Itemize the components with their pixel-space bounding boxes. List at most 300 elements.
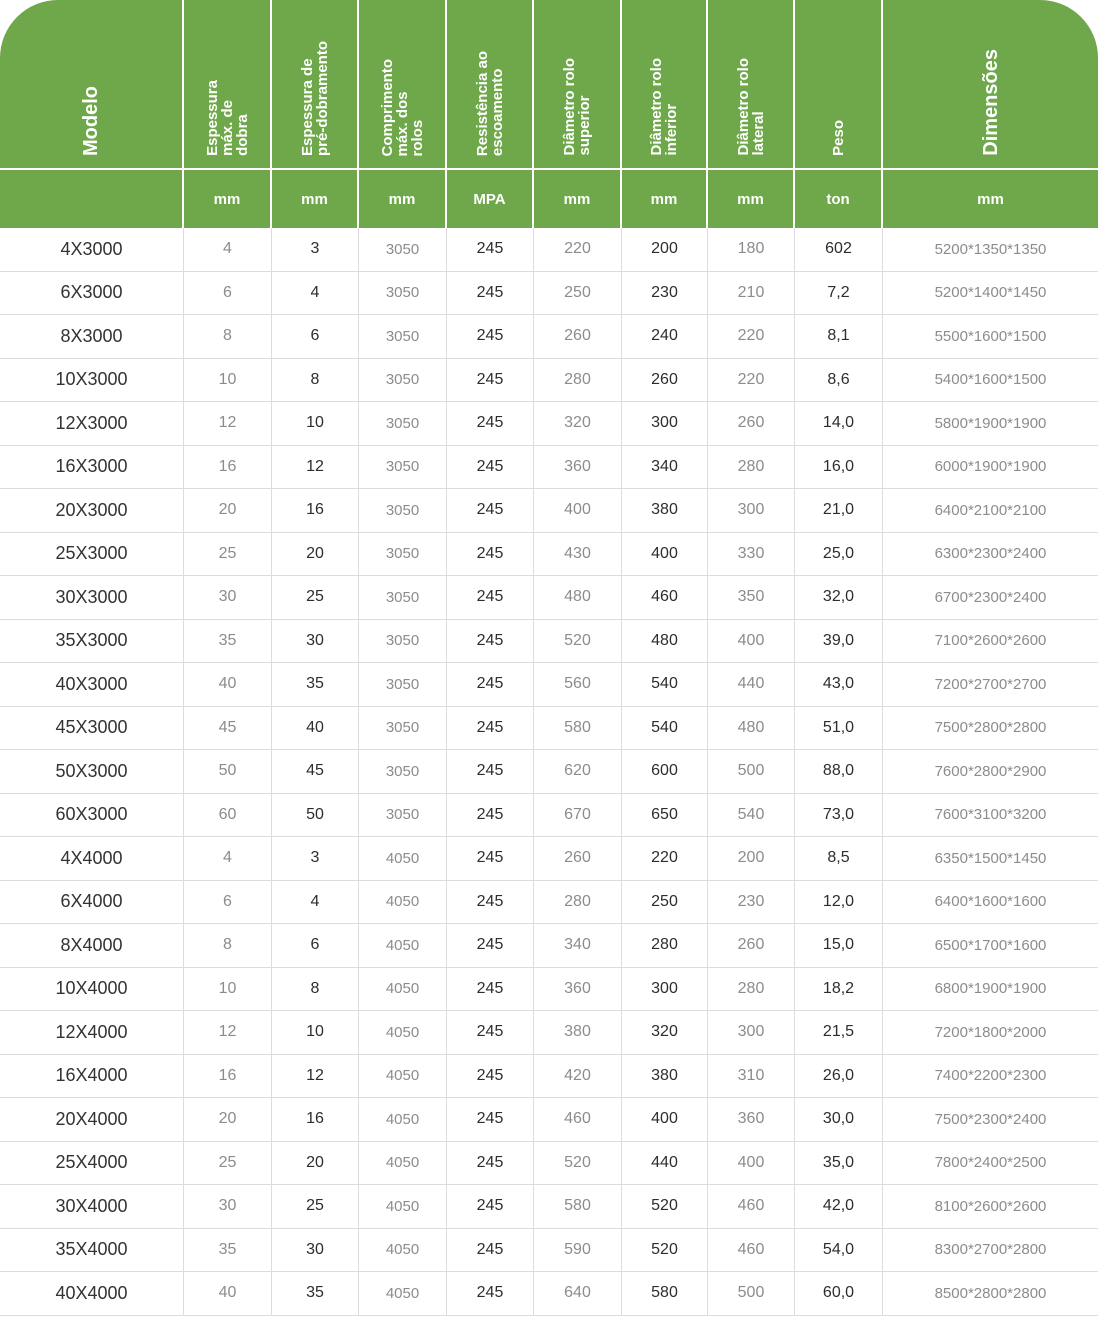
table-cell: 4050 (359, 1098, 447, 1142)
table-cell: 4050 (359, 1229, 447, 1273)
table-cell: 35 (272, 663, 359, 707)
table-cell: 400 (534, 489, 622, 533)
table-cell: 30 (184, 576, 272, 620)
column-header-label: Espessura de pré-dobramento (298, 40, 331, 156)
model-cell: 20X3000 (0, 489, 184, 533)
table-cell: 21,0 (795, 489, 883, 533)
table-cell: 5800*1900*1900 (883, 402, 1098, 446)
column-header (622, 0, 708, 168)
table-cell: 245 (447, 663, 534, 707)
table-cell: 3050 (359, 794, 447, 838)
model-cell: 16X4000 (0, 1055, 184, 1099)
table-cell: 14,0 (795, 402, 883, 446)
table-cell: 400 (708, 620, 795, 664)
column-header-label: Comprimento máx. dos rolos (378, 58, 426, 156)
column-header-label: Diâmetro rolo inferior (648, 58, 680, 156)
table-cell: 5400*1600*1500 (883, 359, 1098, 403)
column-header-label: Diâmetro rolo lateral (734, 58, 767, 156)
table-cell: 20 (272, 533, 359, 577)
column-header-label: Modelo (80, 86, 102, 156)
table-cell: 245 (447, 1185, 534, 1229)
table-cell: 245 (447, 620, 534, 664)
table-cell: 245 (447, 228, 534, 272)
table-row (0, 620, 1098, 664)
table-cell: 45 (272, 750, 359, 794)
table-cell: 480 (622, 620, 708, 664)
table-cell: 520 (534, 620, 622, 664)
table-cell: 245 (447, 794, 534, 838)
table-cell: 4050 (359, 968, 447, 1012)
table-cell: 30 (184, 1185, 272, 1229)
table-cell: 10 (184, 359, 272, 403)
model-cell: 6X3000 (0, 272, 184, 316)
table-cell: 3 (272, 228, 359, 272)
table-cell: 245 (447, 533, 534, 577)
table-cell: 360 (534, 968, 622, 1012)
column-header (708, 0, 795, 168)
table-cell: 280 (622, 924, 708, 968)
table-cell: 35,0 (795, 1142, 883, 1186)
table-cell: 4 (272, 881, 359, 925)
model-cell: 10X4000 (0, 968, 184, 1012)
table-cell: 6700*2300*2400 (883, 576, 1098, 620)
table-row (0, 359, 1098, 403)
table-cell: 320 (534, 402, 622, 446)
table-cell: 25 (184, 1142, 272, 1186)
table-cell: 6 (272, 924, 359, 968)
table-cell: 15,0 (795, 924, 883, 968)
table-row (0, 1142, 1098, 1186)
table-cell: 43,0 (795, 663, 883, 707)
table-row (0, 228, 1098, 272)
table-cell: 88,0 (795, 750, 883, 794)
table-cell: 200 (708, 837, 795, 881)
column-unit: mm (184, 168, 272, 228)
model-cell: 50X3000 (0, 750, 184, 794)
table-cell: 40 (184, 1272, 272, 1316)
table-cell: 5200*1350*1350 (883, 228, 1098, 272)
table-cell: 8 (272, 968, 359, 1012)
table-cell: 60 (184, 794, 272, 838)
table-cell: 640 (534, 1272, 622, 1316)
table-cell: 8100*2600*2600 (883, 1185, 1098, 1229)
table-cell: 25 (184, 533, 272, 577)
table-cell: 245 (447, 750, 534, 794)
table-cell: 380 (622, 489, 708, 533)
table-cell: 245 (447, 707, 534, 751)
column-header (359, 0, 447, 168)
table-cell: 460 (708, 1229, 795, 1273)
table-cell: 400 (622, 533, 708, 577)
table-cell: 540 (622, 663, 708, 707)
column-header-label: Espessura máx. de dobra (203, 80, 251, 156)
table-cell: 4050 (359, 1185, 447, 1229)
table-cell: 25 (272, 1185, 359, 1229)
table-cell: 4 (184, 228, 272, 272)
column-unit: mm (534, 168, 622, 228)
table-cell: 20 (184, 489, 272, 533)
table-cell: 480 (708, 707, 795, 751)
table-cell: 3050 (359, 576, 447, 620)
table-row (0, 315, 1098, 359)
table-cell: 8 (272, 359, 359, 403)
table-cell: 220 (708, 359, 795, 403)
table-cell: 4050 (359, 881, 447, 925)
table-cell: 220 (622, 837, 708, 881)
table-cell: 245 (447, 402, 534, 446)
table-cell: 3050 (359, 228, 447, 272)
table-cell: 3050 (359, 402, 447, 446)
column-unit: mm (272, 168, 359, 228)
table-cell: 300 (622, 968, 708, 1012)
model-cell: 30X4000 (0, 1185, 184, 1229)
table-cell: 42,0 (795, 1185, 883, 1229)
table-cell: 7400*2200*2300 (883, 1055, 1098, 1099)
table-cell: 540 (708, 794, 795, 838)
table-cell: 360 (534, 446, 622, 490)
table-cell: 260 (534, 315, 622, 359)
table-cell: 580 (622, 1272, 708, 1316)
table-cell: 6 (272, 315, 359, 359)
table-cell: 300 (708, 489, 795, 533)
model-cell: 40X3000 (0, 663, 184, 707)
table-cell: 32,0 (795, 576, 883, 620)
table-cell: 3050 (359, 750, 447, 794)
table-row (0, 968, 1098, 1012)
table-cell: 300 (708, 1011, 795, 1055)
table-cell: 600 (622, 750, 708, 794)
model-cell: 35X4000 (0, 1229, 184, 1273)
table-cell: 54,0 (795, 1229, 883, 1273)
table-cell: 380 (622, 1055, 708, 1099)
table-cell: 4 (272, 272, 359, 316)
table-row (0, 794, 1098, 838)
column-header (534, 0, 622, 168)
table-cell: 6800*1900*1900 (883, 968, 1098, 1012)
table-cell: 650 (622, 794, 708, 838)
table-cell: 50 (272, 794, 359, 838)
table-cell: 7200*1800*2000 (883, 1011, 1098, 1055)
table-cell: 3050 (359, 315, 447, 359)
table-cell: 35 (272, 1272, 359, 1316)
table-cell: 45 (184, 707, 272, 751)
model-cell: 4X4000 (0, 837, 184, 881)
column-header (0, 0, 184, 168)
table-cell: 580 (534, 1185, 622, 1229)
model-cell: 16X3000 (0, 446, 184, 490)
table-cell: 245 (447, 924, 534, 968)
table-cell: 460 (708, 1185, 795, 1229)
table-cell: 400 (708, 1142, 795, 1186)
table-cell: 180 (708, 228, 795, 272)
column-unit: mm (359, 168, 447, 228)
table-row (0, 924, 1098, 968)
table-row (0, 576, 1098, 620)
table-cell: 480 (534, 576, 622, 620)
table-cell: 39,0 (795, 620, 883, 664)
table-cell: 7500*2300*2400 (883, 1098, 1098, 1142)
table-cell: 500 (708, 1272, 795, 1316)
table-header (0, 0, 1098, 228)
column-header-label: Peso (829, 120, 847, 156)
table-cell: 260 (622, 359, 708, 403)
model-cell: 35X3000 (0, 620, 184, 664)
table-cell: 6350*1500*1450 (883, 837, 1098, 881)
table-cell: 360 (708, 1098, 795, 1142)
table-cell: 245 (447, 1229, 534, 1273)
table-row (0, 533, 1098, 577)
table-cell: 12 (272, 1055, 359, 1099)
table-cell: 8,5 (795, 837, 883, 881)
table-cell: 12,0 (795, 881, 883, 925)
table-cell: 6500*1700*1600 (883, 924, 1098, 968)
table-cell: 430 (534, 533, 622, 577)
table-cell: 12 (184, 1011, 272, 1055)
table-cell: 310 (708, 1055, 795, 1099)
table-cell: 280 (534, 359, 622, 403)
table-cell: 245 (447, 1142, 534, 1186)
table-cell: 300 (622, 402, 708, 446)
table-cell: 320 (622, 1011, 708, 1055)
table-row (0, 402, 1098, 446)
table-cell: 5500*1600*1500 (883, 315, 1098, 359)
model-cell: 30X3000 (0, 576, 184, 620)
table-cell: 245 (447, 315, 534, 359)
column-header (272, 0, 359, 168)
column-unit: mm (883, 168, 1098, 228)
model-cell: 45X3000 (0, 707, 184, 751)
table-cell: 245 (447, 446, 534, 490)
table-cell: 4050 (359, 1272, 447, 1316)
table-cell: 40 (272, 707, 359, 751)
model-cell: 60X3000 (0, 794, 184, 838)
table-cell: 540 (622, 707, 708, 751)
table-cell: 245 (447, 1011, 534, 1055)
table-cell: 60,0 (795, 1272, 883, 1316)
table-cell: 7100*2600*2600 (883, 620, 1098, 664)
table-cell: 230 (708, 881, 795, 925)
table-cell: 8 (184, 315, 272, 359)
table-cell: 3050 (359, 663, 447, 707)
table-cell: 350 (708, 576, 795, 620)
table-cell: 245 (447, 881, 534, 925)
table-cell: 670 (534, 794, 622, 838)
table-cell: 245 (447, 489, 534, 533)
column-unit: ton (795, 168, 883, 228)
table-cell: 4050 (359, 1011, 447, 1055)
column-header (883, 0, 1098, 168)
table-row (0, 489, 1098, 533)
table-cell: 6300*2300*2400 (883, 533, 1098, 577)
table-row (0, 750, 1098, 794)
table-cell: 4050 (359, 837, 447, 881)
table-cell: 602 (795, 228, 883, 272)
table-cell: 245 (447, 272, 534, 316)
table-cell: 12 (184, 402, 272, 446)
table-cell: 30 (272, 620, 359, 664)
table-cell: 460 (622, 576, 708, 620)
table-cell: 245 (447, 1272, 534, 1316)
table-cell: 260 (708, 924, 795, 968)
column-unit: mm (622, 168, 708, 228)
table-cell: 580 (534, 707, 622, 751)
table-cell: 440 (622, 1142, 708, 1186)
table-cell: 3050 (359, 446, 447, 490)
table-cell: 25 (272, 576, 359, 620)
model-cell: 8X4000 (0, 924, 184, 968)
table-row (0, 1055, 1098, 1099)
table-cell: 12 (272, 446, 359, 490)
unit-row (0, 168, 1098, 228)
table-cell: 16,0 (795, 446, 883, 490)
table-cell: 4050 (359, 1055, 447, 1099)
column-unit (0, 168, 184, 228)
table-cell: 340 (534, 924, 622, 968)
table-cell: 50 (184, 750, 272, 794)
table-cell: 3050 (359, 272, 447, 316)
table-cell: 250 (534, 272, 622, 316)
table-cell: 330 (708, 533, 795, 577)
table-cell: 8500*2800*2800 (883, 1272, 1098, 1316)
table-cell: 6400*1600*1600 (883, 881, 1098, 925)
table-row (0, 707, 1098, 751)
table-cell: 16 (184, 1055, 272, 1099)
table-cell: 380 (534, 1011, 622, 1055)
table-cell: 16 (272, 489, 359, 533)
table-cell: 245 (447, 837, 534, 881)
table-cell: 340 (622, 446, 708, 490)
table-cell: 440 (708, 663, 795, 707)
table-cell: 620 (534, 750, 622, 794)
table-row (0, 1272, 1098, 1316)
column-header (795, 0, 883, 168)
table-row (0, 837, 1098, 881)
table-cell: 520 (622, 1229, 708, 1273)
table-cell: 220 (534, 228, 622, 272)
table-cell: 245 (447, 1055, 534, 1099)
table-row (0, 446, 1098, 490)
table-cell: 10 (272, 1011, 359, 1055)
table-cell: 7200*2700*2700 (883, 663, 1098, 707)
table-cell: 520 (622, 1185, 708, 1229)
column-unit: mm (708, 168, 795, 228)
table-cell: 35 (184, 1229, 272, 1273)
table-cell: 3050 (359, 707, 447, 751)
column-header (447, 0, 534, 168)
table-cell: 4 (184, 837, 272, 881)
table-cell: 30 (272, 1229, 359, 1273)
table-cell: 25,0 (795, 533, 883, 577)
table-cell: 500 (708, 750, 795, 794)
table-cell: 280 (708, 446, 795, 490)
table-cell: 8300*2700*2800 (883, 1229, 1098, 1273)
table-cell: 18,2 (795, 968, 883, 1012)
table-cell: 6000*1900*1900 (883, 446, 1098, 490)
table-cell: 245 (447, 359, 534, 403)
table-cell: 30,0 (795, 1098, 883, 1142)
table-cell: 3050 (359, 533, 447, 577)
table-cell: 73,0 (795, 794, 883, 838)
table-cell: 20 (184, 1098, 272, 1142)
model-cell: 25X4000 (0, 1142, 184, 1186)
model-cell: 6X4000 (0, 881, 184, 925)
table-cell: 245 (447, 968, 534, 1012)
model-cell: 12X3000 (0, 402, 184, 446)
model-cell: 25X3000 (0, 533, 184, 577)
table-cell: 260 (708, 402, 795, 446)
table-cell: 400 (622, 1098, 708, 1142)
table-cell: 230 (622, 272, 708, 316)
column-unit: MPA (447, 168, 534, 228)
table-body (0, 228, 1098, 1316)
table-cell: 245 (447, 1098, 534, 1142)
table-cell: 200 (622, 228, 708, 272)
table-row (0, 881, 1098, 925)
table-cell: 40 (184, 663, 272, 707)
table-cell: 210 (708, 272, 795, 316)
model-cell: 20X4000 (0, 1098, 184, 1142)
header-row (0, 0, 1098, 168)
model-cell: 40X4000 (0, 1272, 184, 1316)
table-cell: 280 (534, 881, 622, 925)
table-cell: 16 (184, 446, 272, 490)
table-row (0, 1098, 1098, 1142)
model-cell: 8X3000 (0, 315, 184, 359)
table-cell: 7600*2800*2900 (883, 750, 1098, 794)
table-cell: 3050 (359, 620, 447, 664)
table-cell: 26,0 (795, 1055, 883, 1099)
table-cell: 8 (184, 924, 272, 968)
table-row (0, 272, 1098, 316)
table-cell: 520 (534, 1142, 622, 1186)
table-cell: 6 (184, 881, 272, 925)
table-cell: 240 (622, 315, 708, 359)
column-header-label: Resistência ao escoamento (473, 50, 506, 156)
table-cell: 8,1 (795, 315, 883, 359)
table-cell: 560 (534, 663, 622, 707)
table-cell: 4050 (359, 1142, 447, 1186)
table-cell: 6 (184, 272, 272, 316)
table-cell: 460 (534, 1098, 622, 1142)
table-row (0, 1229, 1098, 1273)
table-cell: 4050 (359, 924, 447, 968)
model-cell: 4X3000 (0, 228, 184, 272)
table-cell: 3050 (359, 489, 447, 533)
table-cell: 260 (534, 837, 622, 881)
table-row (0, 1011, 1098, 1055)
table-cell: 3 (272, 837, 359, 881)
table-row (0, 663, 1098, 707)
model-cell: 10X3000 (0, 359, 184, 403)
table-cell: 7600*3100*3200 (883, 794, 1098, 838)
table-cell: 280 (708, 968, 795, 1012)
table-cell: 21,5 (795, 1011, 883, 1055)
table-cell: 220 (708, 315, 795, 359)
table-cell: 7,2 (795, 272, 883, 316)
table-cell: 10 (184, 968, 272, 1012)
column-header-label: Dimensões (979, 49, 1002, 156)
column-header-label: Diâmetro rolo superior (561, 58, 593, 156)
table-cell: 51,0 (795, 707, 883, 751)
table-cell: 420 (534, 1055, 622, 1099)
table-cell: 5200*1400*1450 (883, 272, 1098, 316)
table-cell: 245 (447, 576, 534, 620)
table-cell: 7500*2800*2800 (883, 707, 1098, 751)
column-header (184, 0, 272, 168)
table-cell: 590 (534, 1229, 622, 1273)
table-cell: 6400*2100*2100 (883, 489, 1098, 533)
table-cell: 16 (272, 1098, 359, 1142)
